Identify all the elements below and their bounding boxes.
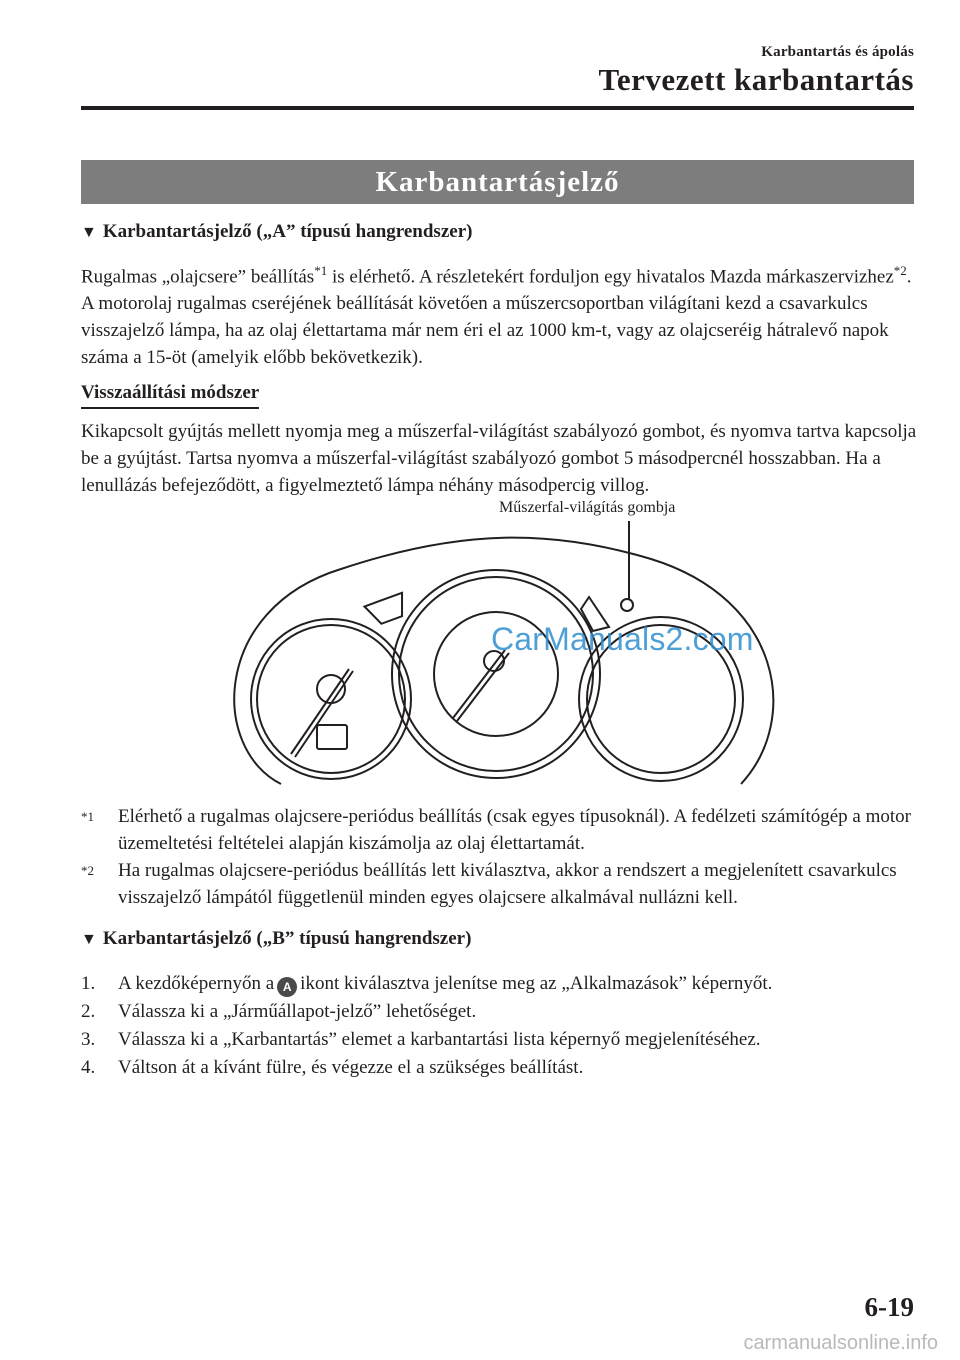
footnote-item xyxy=(81,857,920,911)
section-a-heading xyxy=(81,220,920,245)
list-item: 1. A kezdőképernyőn a A ikont kiválasztva jelenítse meg az „Alkalmazások” képernyőt. xyxy=(81,970,920,998)
list-item: 3. Válassza ki a „Karbantartás” elemet a karbantartási lista képernyő megjelenítéséhez. xyxy=(81,1029,761,1051)
header-rule xyxy=(81,106,914,110)
footnotes xyxy=(81,803,920,911)
section-b-heading xyxy=(81,927,920,952)
triangle-bullet-icon: ▼ xyxy=(81,224,97,241)
footnote-text: Elérhető a rugalmas olajcsere-periódus beállítás (csak egyes típusoknál). A fedélzeti számítógép a motor üzemeltetési feltételei alapján kiszámolja az olaj élettartamát. xyxy=(118,806,911,855)
footnote-mark: *2 xyxy=(81,863,94,879)
list-item: 4. Váltson át a kívánt fülre, és végezze el a szükséges beállítást. xyxy=(81,1057,584,1079)
figure-label: Műszerfal-világítás gombja xyxy=(499,499,676,517)
header-section: Karbantartás és ápolás xyxy=(761,44,914,60)
section-a-paragraph-1 xyxy=(81,257,920,371)
section-a-heading-text: Karbantartásjelző („A” típusú hangrendszer) xyxy=(102,221,473,242)
instrument-cluster-illustration xyxy=(81,499,881,789)
footnote-mark: *1 xyxy=(81,809,94,825)
steps-list xyxy=(81,970,920,1082)
page-number: 6-19 xyxy=(864,1292,914,1322)
footnote-ref-1: *1 xyxy=(314,263,328,278)
footnote-text: Ha rugalmas olajcsere-periódus beállítás lett kiválasztva, akkor a rendszert a megjelenített csavarkulcs visszajelző lámpától függetlenül minden egyes olajcsere alkalmával nullázni kell. xyxy=(118,860,897,909)
page-content xyxy=(81,220,920,1082)
para1-text-b: is elérhető. A részletekért forduljon egy hivatalos Mazda márkaszervizhez xyxy=(327,266,894,288)
section-a-paragraph-2: Kikapcsolt gyújtás mellett nyomja meg a műszerfal-világítást szabályozó gombot, és nyomva tartva kapcsolja be a gyújtást. Tartsa nyomva a műszerfal-világítást szabályozó gombot 5 másodpercnél hosszabban. Ha a lenullázás befejeződött, a figyelmeztető lámpa néhány másodpercig villog. xyxy=(81,421,917,497)
reset-method-heading: Visszaállítási módszer xyxy=(81,381,259,409)
para1-text-a: Rugalmas „olajcsere” beállítás xyxy=(81,266,315,288)
footnote-ref-2: *2 xyxy=(893,263,907,278)
applications-icon: A xyxy=(277,977,297,997)
para1-text-c: . A motorolaj rugalmas cseréjének beállítását követően a műszercsoportban világítani kezd a csavarkulcs visszajelző lámpa, ha az olaj élettartama már nem éri el az 1000 km-t, vagy az olajcseréig hátralevő napok száma a 15-öt (amelyik előbb bekövetkezik). xyxy=(81,266,912,369)
list-item: 2. Válassza ki a „Járműállapot-jelző” lehetőséget. xyxy=(81,1001,477,1023)
header-title: Tervezett karbantartás xyxy=(598,62,914,97)
section-b-heading-text: Karbantartásjelző („B” típusú hangrendszer) xyxy=(102,928,472,950)
instrument-cluster-figure xyxy=(81,499,881,789)
triangle-bullet-icon: ▼ xyxy=(81,931,97,949)
site-watermark: carmanualsonline.info xyxy=(743,1332,938,1354)
figure-watermark: CarManuals2.com xyxy=(491,621,754,658)
footnote-item xyxy=(81,803,920,857)
section-banner: Karbantartásjelző xyxy=(81,160,914,204)
